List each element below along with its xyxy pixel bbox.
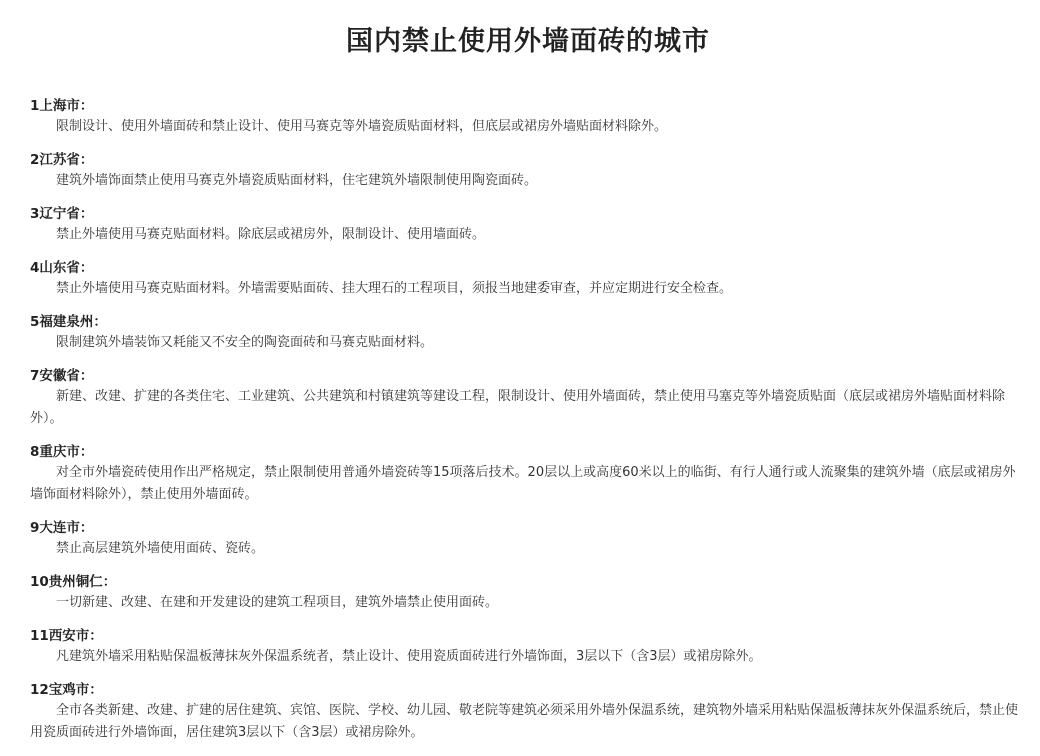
entry-text: 对全市外墙瓷砖使用作出严格规定，禁止限制使用普通外墙瓷砖等15项落后技术。20层以上或高度60米以上的临街、有行人通行或人流聚集的建筑外墙（底层或裙房外墙饰面材料除外），禁止使用外墙面砖。 xyxy=(30,465,1016,502)
entry-heading: 2江苏省： xyxy=(30,152,94,168)
entry-jiangsu xyxy=(30,150,1026,204)
entry-text: 建筑外墙饰面禁止使用马赛克外墙瓷质贴面材料，住宅建筑外墙限制使用陶瓷面砖。 xyxy=(56,173,538,188)
entry-heading: 11西安市： xyxy=(30,628,103,644)
page-title: 国内禁止使用外墙面砖的城市 xyxy=(346,26,710,57)
entry-xian xyxy=(30,626,1026,680)
entry-heading: 5福建泉州： xyxy=(30,314,107,330)
entry-heading: 12宝鸡市： xyxy=(30,682,103,698)
entry-heading: 4山东省： xyxy=(30,260,94,276)
entry-text: 全市各类新建、改建、扩建的居住建筑、宾馆、医院、学校、幼儿园、敬老院等建筑必须采用外墙外保温系统，建筑物外墙采用粘贴保温板薄抹灰外保温系统后，禁止使用瓷质面砖进行外墙饰面，居住建筑3层以下（含3层）或裙房除外。 xyxy=(30,703,1019,740)
entry-dalian xyxy=(30,518,1026,572)
entry-heading: 7安徽省： xyxy=(30,368,94,384)
entry-liaoning xyxy=(30,204,1026,258)
entry-list xyxy=(30,96,1026,756)
entry-heading: 9大连市： xyxy=(30,520,94,536)
entry-heading: 3辽宁省： xyxy=(30,206,94,222)
entry-text: 凡建筑外墙采用粘贴保温板薄抹灰外保温系统者，禁止设计、使用瓷质面砖进行外墙饰面，3层以下（含3层）或裙房除外。 xyxy=(56,649,762,664)
entry-chongqing xyxy=(30,442,1026,518)
entry-text: 一切新建、改建、在建和开发建设的建筑工程项目，建筑外墙禁止使用面砖。 xyxy=(56,595,499,610)
entry-quanzhou xyxy=(30,312,1026,366)
entry-shanghai xyxy=(30,96,1026,150)
entry-text: 限制设计、使用外墙面砖和禁止设计、使用马赛克等外墙瓷质贴面材料，但底层或裙房外墙贴面材料除外。 xyxy=(56,119,668,134)
entry-anhui xyxy=(30,366,1026,442)
entry-shandong xyxy=(30,258,1026,312)
entry-heading: 1上海市： xyxy=(30,98,94,114)
entry-text: 禁止高层建筑外墙使用面砖、瓷砖。 xyxy=(56,541,265,556)
entry-text: 禁止外墙使用马赛克贴面材料。除底层或裙房外，限制设计、使用墙面砖。 xyxy=(56,227,486,242)
entry-baoji xyxy=(30,680,1026,756)
entry-heading: 8重庆市： xyxy=(30,444,94,460)
entry-tongren xyxy=(30,572,1026,626)
entry-text: 新建、改建、扩建的各类住宅、工业建筑、公共建筑和村镇建筑等建设工程，限制设计、使用外墙面砖，禁止使用马塞克等外墙瓷质贴面（底层或裙房外墙贴面材料除外）。 xyxy=(30,389,1006,426)
entry-text: 限制建筑外墙装饰又耗能又不安全的陶瓷面砖和马赛克贴面材料。 xyxy=(56,335,434,350)
entry-text: 禁止外墙使用马赛克贴面材料。外墙需要贴面砖、挂大理石的工程项目，须报当地建委审查，并应定期进行安全检查。 xyxy=(56,281,733,296)
entry-heading: 10贵州铜仁： xyxy=(30,574,117,590)
